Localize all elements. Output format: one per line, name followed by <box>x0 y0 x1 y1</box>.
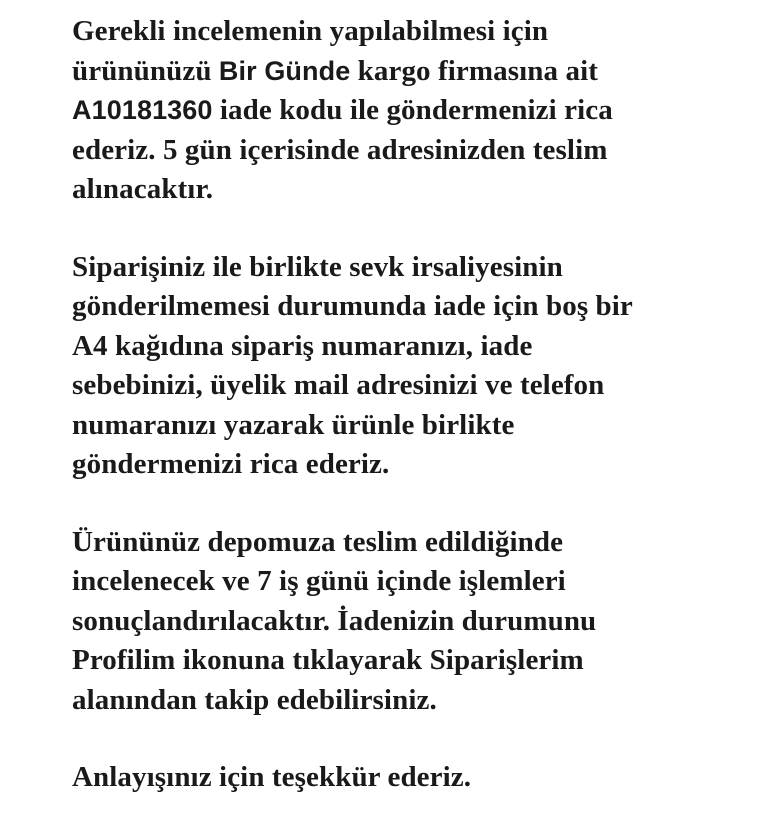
paragraph-thanks <box>72 758 712 798</box>
text-line: alınacaktır. <box>72 173 214 205</box>
text-line: incelenecek ve 7 iş günü içinde işlemleri <box>72 565 566 597</box>
text-line: A4 kağıdına sipariş numaranızı, iade <box>72 329 533 362</box>
cargo-company-name: Bir Günde <box>218 55 351 86</box>
text-line: Profilim ikonuna tıklayarak Siparişlerim <box>72 644 584 676</box>
paragraph-waybill-note <box>72 248 712 485</box>
return-code: A10181360 <box>72 95 213 125</box>
text-line: numaranızı yazarak ürünle birlikte <box>72 408 515 441</box>
text-line: sonuçlandırılacaktır. İadenizin durumunu <box>72 604 597 637</box>
text-line: A10181360 iade kodu ile göndermenizi rica <box>72 94 613 126</box>
text-line: göndermenizi rica ederiz. <box>72 448 390 480</box>
text-line: Anlayışınız için teşekkür ederiz. <box>72 761 472 793</box>
text-line: ederiz. 5 gün içerisinde adresinizden teslim <box>72 133 608 166</box>
text-line: Ürününüz depomuza teslim edildiğinde <box>72 525 564 558</box>
text-line: alanından takip edebilirsiniz. <box>72 683 437 716</box>
paragraph-return-instructions <box>72 12 712 210</box>
paragraph-processing-info <box>72 523 712 721</box>
text-line: Siparişiniz ile birlikte sevk irsaliyesinin <box>72 250 563 283</box>
text-line: Gerekli incelemenin yapılabilmesi için <box>72 15 549 47</box>
text-line: gönderilmemesi durumunda iade için boş bir <box>72 290 633 322</box>
text-line: sebebinizi, üyelik mail adresinizi ve telefon <box>72 369 605 401</box>
message-body <box>72 12 712 836</box>
text-line: ürününüzü Bir Günde kargo firmasına ait <box>72 54 598 87</box>
